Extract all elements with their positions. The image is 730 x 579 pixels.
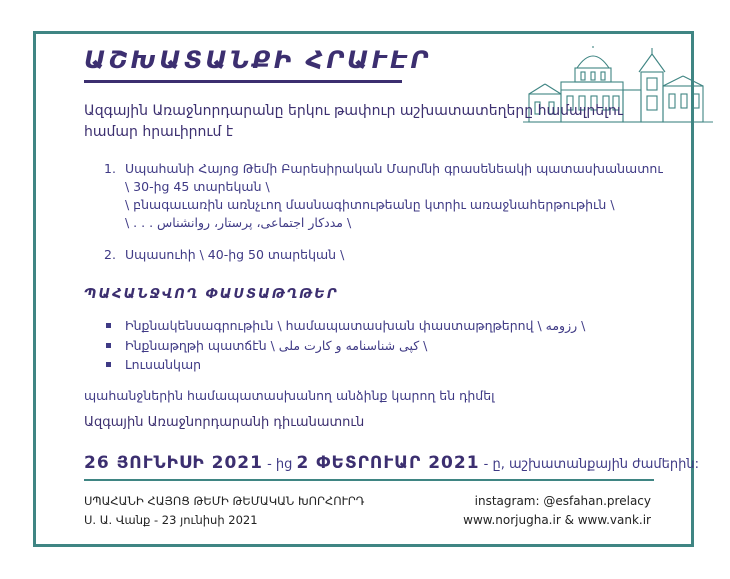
date-from-suffix: - ից [267,457,293,472]
title-underline [84,80,402,83]
position-line: \ բնագաւառին առնչւող մասնագիտութեանը կտրիւ առաջնահերթութիւն \ [125,197,615,212]
application-dates [84,453,699,473]
bullet-square-icon [106,362,111,367]
requirement-item [104,355,664,375]
position-line-farsi: \ مددکار اجتماعی، پرستار، روانشناس . . . \ [125,215,352,230]
intro-paragraph: Ազգային Առաջնորդարանը երկու թափուր աշխատատեղերը համալրելու համար հրաւիրում է [84,103,623,140]
requirement-item [104,336,664,356]
position-line: Սպասուհի \ 40-ից 50 տարեկան \ [125,247,345,262]
requirements-title: ՊԱՀԱՆՋՎՈՂ ՓԱՍՏԱԹՂԹԵՐ [84,287,339,302]
position-line: Սպահանի Հայոց Թեմի Բարեսիրական Մարմնի գրասենեակի պատասխանատու \ 30-ից 45 տարեկան \ [125,161,663,194]
positions-list [104,160,664,264]
footer-place-date: Ս. Ա. Վանք - 23 յունիսի 2021 [84,513,258,527]
bullet-square-icon [106,323,111,328]
bullet-square-icon [106,343,111,348]
requirement-text: Լուսանկար [125,357,202,372]
date-to: 2 ՓԵՏՐՈՒԱՐ 2021 [296,453,480,473]
website-links[interactable]: www.norjugha.ir & www.vank.ir [463,513,651,527]
footer-signature [84,492,364,530]
requirement-text: Ինքնաթղթի պատճէն \ کپی شناسنامه و کارت ملی \ [125,337,428,353]
position-item [104,160,664,232]
position-number: 1. [104,161,116,176]
date-from: 26 ՅՈՒՆԻՍԻ 2021 [84,453,263,473]
requirements-list [104,316,664,375]
instagram-link[interactable]: instagram: @esfahan.prelacy [474,494,651,508]
requirement-text: Ինքնակենսագրութիւն \ համապատասխան փաստաթղթերով \ رزومه \ [125,318,586,333]
position-item [104,246,664,264]
footer-contacts [463,492,651,530]
footer-org: ՍՊԱՀԱՆԻ ՀԱՅՈՑ ԹԵՄԻ ԹԵՄԱԿԱՆ ԽՈՐՀՈՒՐԴ [84,494,365,508]
contact-text: պահանջներին համապատասխանող անձինք կարող են դիմել [84,388,495,403]
office-name: Ազգային Առաջնորդարանի դիւանատուն [84,415,365,430]
date-to-suffix: - ը, աշխատանքային ժամերին: [483,457,699,472]
position-number: 2. [104,247,116,262]
page-title: ԱՇԽԱՏԱՆՔԻ ՀՐԱՒԷՐ [84,46,432,74]
footer-divider [84,479,654,481]
requirement-item [104,316,664,336]
